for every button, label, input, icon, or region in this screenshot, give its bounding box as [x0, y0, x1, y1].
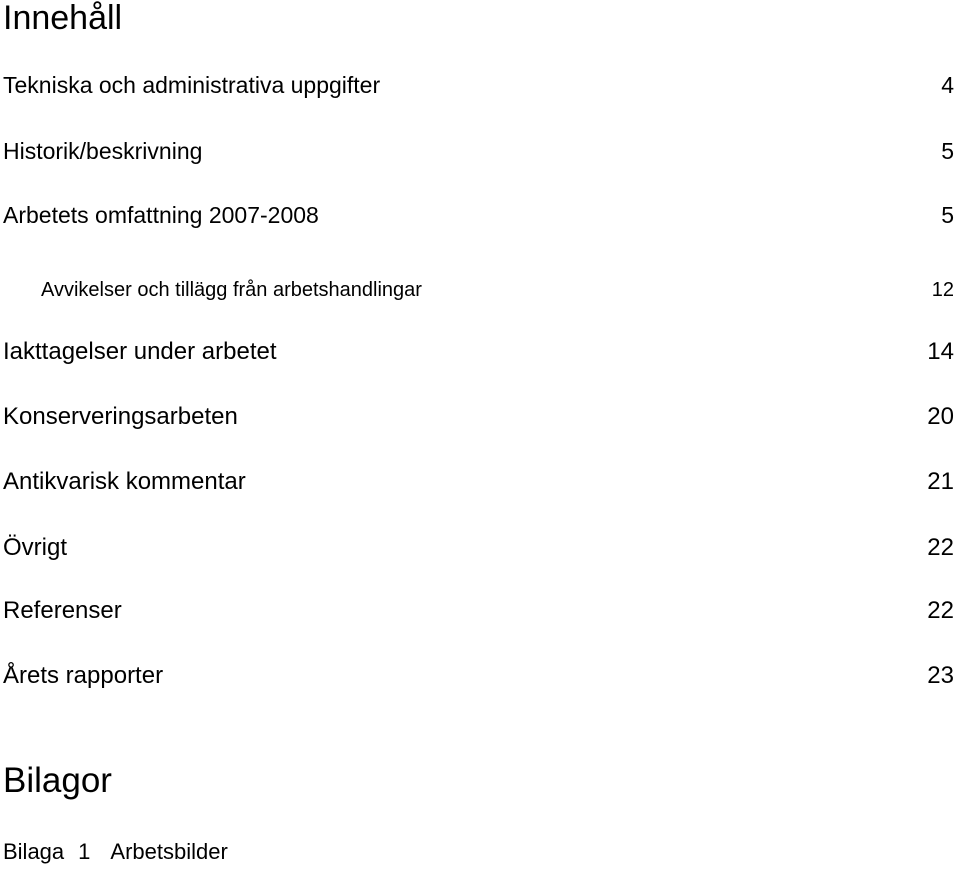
toc-entry-label: Referenser: [3, 597, 122, 624]
toc-entry-page: 22: [927, 597, 954, 624]
toc-subentry: [3, 280, 954, 300]
toc-entry-page: 23: [927, 662, 954, 689]
toc-entry-label: Iakttagelser under arbetet: [3, 338, 277, 365]
toc-entry: [3, 140, 954, 163]
toc-entry-label: Konserveringsarbeten: [3, 403, 238, 430]
toc-entry: [3, 664, 954, 688]
toc-entry-label: Arbetets omfattning 2007-2008: [3, 202, 319, 228]
toc-entry-page: 22: [927, 534, 954, 561]
toc-heading: Innehåll: [3, 0, 123, 37]
toc-entry-page: 14: [927, 338, 954, 365]
toc-entry: [3, 470, 954, 494]
attachment-item: [3, 841, 228, 863]
toc-entry: [3, 340, 954, 364]
toc-entry-page: 20: [927, 403, 954, 430]
toc-entry-page: 21: [927, 468, 954, 495]
toc-entry-label: Tekniska och administrativa uppgifter: [3, 72, 381, 98]
toc-entry-label: Övrigt: [3, 534, 68, 561]
toc-entry-page: 5: [941, 138, 954, 164]
toc-subentry-page: 12: [931, 279, 954, 301]
attachments-heading: Bilagor: [3, 761, 112, 800]
toc-entry: [3, 74, 954, 97]
attachment-label: Bilaga: [3, 839, 65, 864]
toc-entry-page: 4: [941, 72, 954, 98]
toc-entry: [3, 204, 954, 227]
toc-subentry-label: Avvikelser och tillägg från arbetshandlingar: [41, 279, 422, 301]
attachment-title: Arbetsbilder: [110, 839, 228, 864]
toc-entry: [3, 536, 954, 560]
toc-entry-page: 5: [941, 202, 954, 228]
toc-entry-label: Årets rapporter: [3, 662, 164, 689]
toc-entry-label: Antikvarisk kommentar: [3, 468, 246, 495]
toc-entry: [3, 405, 954, 429]
toc-entry: [3, 599, 954, 623]
toc-entry-label: Historik/beskrivning: [3, 138, 203, 164]
attachment-number: 1: [78, 839, 91, 864]
